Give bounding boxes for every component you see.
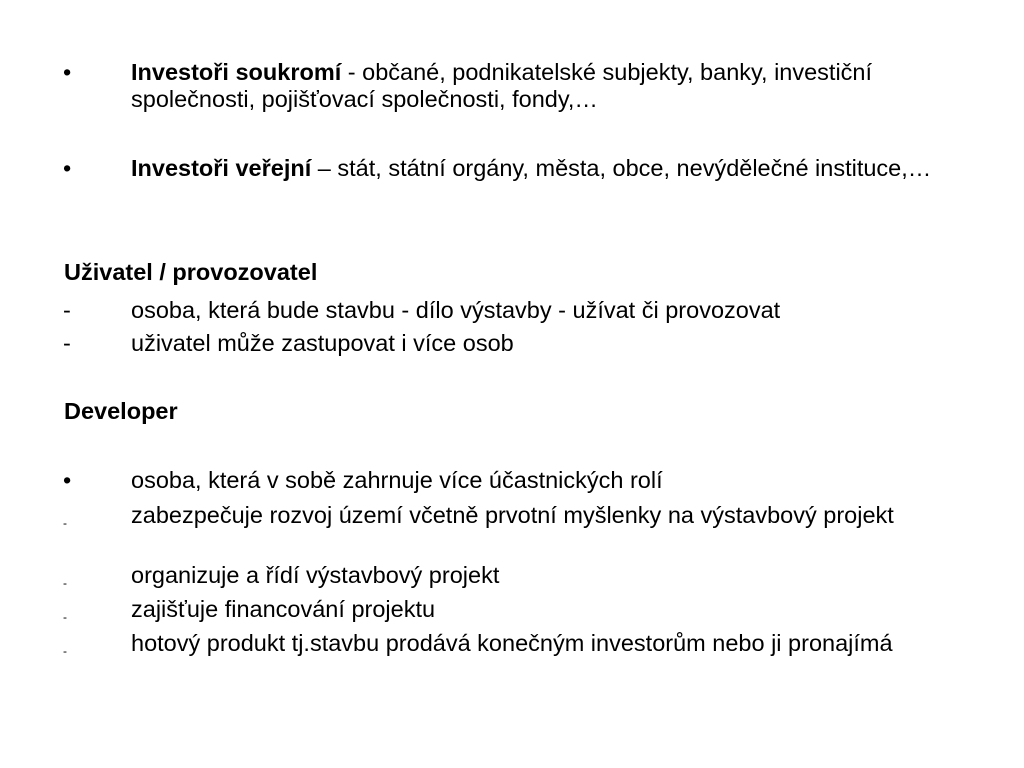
dash-marker: - bbox=[63, 644, 67, 658]
list-item-text: hotový produkt tj.stavbu prodává konečným investorům nebo ji pronajímá bbox=[131, 630, 893, 656]
section-heading-developer: Developer bbox=[64, 398, 178, 424]
bullet-marker: • bbox=[63, 155, 72, 181]
list-item-text: zajišťuje financování projektu bbox=[131, 596, 436, 622]
dash-marker: - bbox=[63, 297, 71, 323]
term-description: – stát, státní orgány, města, obce, nevýdělečné instituce,… bbox=[311, 155, 932, 181]
list-item-text: uživatel může zastupovat i více osob bbox=[131, 330, 514, 356]
list-item-text bbox=[131, 59, 981, 113]
dash-marker: - bbox=[63, 576, 67, 590]
term-label: Investoři soukromí bbox=[131, 59, 342, 85]
list-item-text: zabezpečuje rozvoj území včetně prvotní myšlenky na výstavbový projekt bbox=[131, 502, 894, 528]
list-item-text: organizuje a řídí výstavbový projekt bbox=[131, 562, 500, 588]
bullet-marker: • bbox=[63, 467, 72, 493]
bullet-marker: • bbox=[63, 59, 72, 85]
dash-marker: - bbox=[63, 610, 67, 624]
dash-marker: - bbox=[63, 330, 71, 356]
term-description: - občané, podnikatelské subjekty, banky, investiční společnosti, pojišťovací společnosti, fondy,… bbox=[131, 59, 873, 112]
section-heading-user: Uživatel / provozovatel bbox=[64, 259, 318, 285]
list-item-text: osoba, která bude stavbu - dílo výstavby - užívat či provozovat bbox=[131, 297, 781, 323]
term-label: Investoři veřejní bbox=[131, 155, 312, 181]
list-item-text bbox=[131, 155, 981, 182]
dash-marker: - bbox=[63, 516, 67, 530]
list-item-text: osoba, která v sobě zahrnuje více účastnických rolí bbox=[131, 467, 663, 493]
